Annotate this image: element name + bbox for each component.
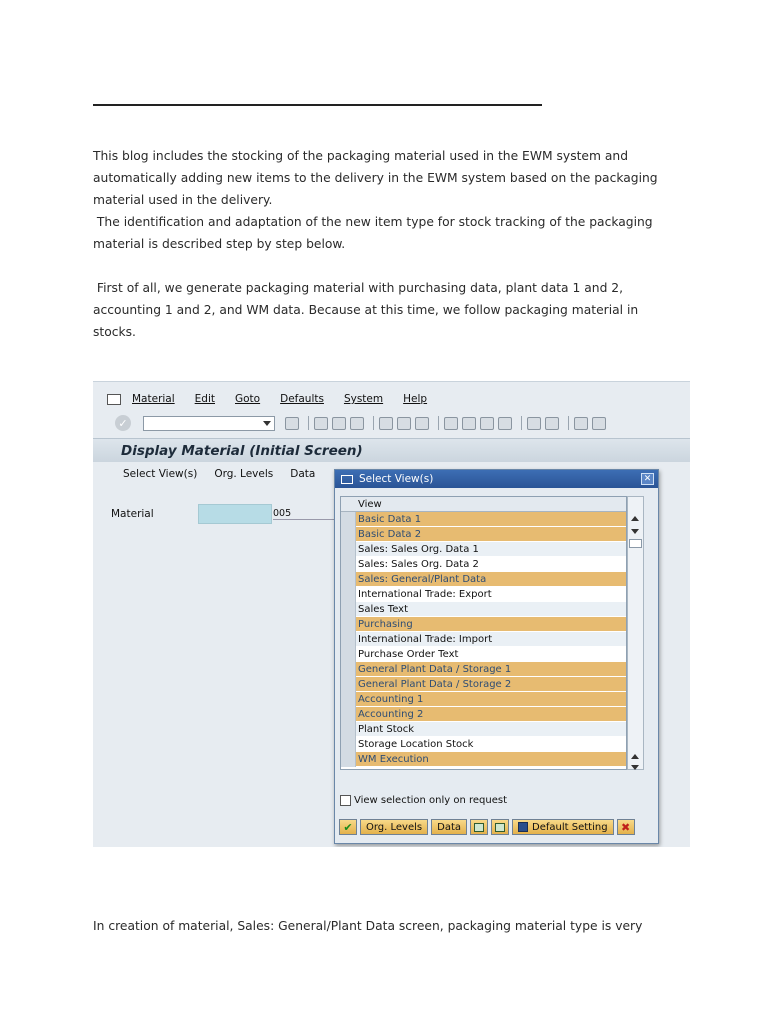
row-selector[interactable] (341, 542, 356, 557)
closing-paragraph (93, 915, 674, 937)
scroll-down-icon[interactable] (631, 765, 639, 770)
view-row-label: Purchase Order Text (358, 649, 459, 660)
data-dialog-button[interactable]: Data (431, 819, 467, 835)
views-rows (341, 512, 626, 767)
org-levels-button[interactable]: Org. Levels (214, 468, 274, 480)
find-next-icon[interactable] (415, 417, 429, 430)
row-selector[interactable] (341, 602, 356, 617)
previous-page-icon[interactable] (462, 417, 476, 430)
view-row-label: Purchasing (358, 619, 413, 630)
menu-system[interactable]: System (343, 393, 384, 405)
view-row-label: Accounting 2 (358, 709, 424, 720)
row-selector[interactable] (341, 512, 356, 527)
row-selector[interactable] (341, 737, 356, 752)
view-row[interactable] (341, 722, 626, 737)
only-on-request-option[interactable] (340, 795, 507, 806)
row-selector[interactable] (341, 527, 356, 542)
view-row-label: General Plant Data / Storage 1 (358, 664, 512, 675)
data-button[interactable]: Data (290, 468, 316, 480)
second-paragraph (93, 277, 674, 343)
save-icon[interactable] (285, 417, 299, 430)
text-line: stocks. (93, 325, 136, 339)
view-row[interactable] (341, 707, 626, 722)
view-row-label: Sales: General/Plant Data (358, 574, 487, 585)
layout-icon[interactable] (592, 417, 606, 430)
view-row[interactable] (341, 542, 626, 557)
sap-screenshot (93, 381, 690, 847)
shortcut-icon[interactable] (545, 417, 559, 430)
default-setting-button[interactable] (512, 819, 614, 835)
only-on-request-checkbox[interactable] (340, 795, 351, 806)
menu-material[interactable]: Material (132, 393, 175, 405)
view-row[interactable] (341, 737, 626, 752)
view-row-label: Sales: Sales Org. Data 1 (358, 544, 479, 555)
toolbar-separator (521, 416, 522, 430)
view-row-label: Storage Location Stock (358, 739, 474, 750)
views-scrollbar[interactable] (627, 496, 644, 770)
screen-titlebar (93, 438, 690, 462)
view-row-label: Basic Data 1 (358, 514, 422, 525)
row-selector[interactable] (341, 752, 356, 767)
row-selector[interactable] (341, 662, 356, 677)
select-views-dialog (334, 469, 659, 844)
command-field[interactable] (143, 416, 275, 431)
deselect-all-button[interactable] (491, 819, 509, 835)
row-selector[interactable] (341, 722, 356, 737)
header-rule (93, 104, 542, 106)
save-default-icon (518, 822, 528, 832)
sap-standard-toolbar (93, 412, 690, 434)
row-selector[interactable] (341, 617, 356, 632)
view-row[interactable] (341, 692, 626, 707)
cancel-icon[interactable] (350, 417, 364, 430)
view-row[interactable] (341, 557, 626, 572)
intro-paragraph (93, 145, 674, 255)
row-selector[interactable] (341, 557, 356, 572)
dialog-titlebar (335, 470, 658, 488)
last-page-icon[interactable] (498, 417, 512, 430)
view-row[interactable] (341, 602, 626, 617)
org-levels-dialog-button[interactable]: Org. Levels (360, 819, 428, 835)
menu-window-icon[interactable] (107, 394, 121, 405)
material-label: Material (111, 508, 154, 520)
view-row-label: Accounting 1 (358, 694, 424, 705)
toolbar-separator (308, 416, 309, 430)
view-row-label: Sales Text (358, 604, 409, 615)
dropdown-arrow-icon[interactable] (263, 421, 271, 426)
material-input[interactable] (198, 504, 272, 524)
toolbar-separator (438, 416, 439, 430)
enter-check-icon[interactable]: ✓ (115, 415, 131, 431)
menu-defaults[interactable]: Defaults (280, 393, 324, 405)
check-icon: ✔ (343, 820, 353, 834)
cancel-x-icon: ✖ (620, 820, 631, 834)
row-selector[interactable] (341, 587, 356, 602)
scroll-thumb[interactable] (629, 539, 642, 548)
select-all-button[interactable] (470, 819, 488, 835)
sap-menubar (93, 388, 690, 410)
view-row[interactable] (341, 632, 626, 647)
toolbar-separator (373, 416, 374, 430)
close-icon[interactable]: ✕ (641, 473, 654, 485)
first-page-icon[interactable] (444, 417, 458, 430)
menu-edit[interactable]: Edit (194, 393, 215, 405)
text-line: material is described step by step below. (93, 237, 346, 251)
scroll-down-icon[interactable] (631, 529, 639, 534)
view-row[interactable] (341, 662, 626, 677)
continue-button[interactable] (339, 819, 357, 835)
deselect-all-icon (495, 823, 505, 832)
select-views-button[interactable]: Select View(s) (123, 468, 198, 480)
row-selector[interactable] (341, 632, 356, 647)
view-row[interactable] (341, 617, 626, 632)
view-row-label: Sales: Sales Org. Data 2 (358, 559, 479, 570)
new-session-icon[interactable] (527, 417, 541, 430)
view-row[interactable] (341, 647, 626, 662)
back-icon[interactable] (314, 417, 328, 430)
help-icon[interactable] (574, 417, 588, 430)
find-icon[interactable] (397, 417, 411, 430)
dialog-title: Select View(s) (359, 473, 434, 485)
view-row-label: Plant Stock (358, 724, 415, 735)
toolbar-separator (568, 416, 569, 430)
view-row[interactable] (341, 512, 626, 527)
text-line: In creation of material, Sales: General/Plant Data screen, packaging material type is very (93, 919, 643, 933)
view-row[interactable] (341, 587, 626, 602)
text-line: accounting 1 and 2, and WM data. Because at this time, we follow packaging material in (93, 303, 639, 317)
menu-goto[interactable]: Goto (235, 393, 261, 405)
screen-title: Display Material (Initial Screen) (121, 442, 363, 459)
only-on-request-label: View selection only on request (354, 795, 508, 806)
row-selector[interactable] (341, 572, 356, 587)
row-selector[interactable] (341, 677, 356, 692)
view-row-label: WM Execution (358, 754, 429, 765)
print-icon[interactable] (379, 417, 393, 430)
row-selector[interactable] (341, 647, 356, 662)
view-row-label: Basic Data 2 (358, 529, 422, 540)
material-input-value[interactable]: 005 (273, 508, 343, 520)
views-list (340, 496, 627, 770)
view-row[interactable] (341, 677, 626, 692)
view-row-label: International Trade: Export (358, 589, 492, 600)
row-selector[interactable] (341, 707, 356, 722)
scroll-up-icon[interactable] (631, 754, 639, 759)
exit-icon[interactable] (332, 417, 346, 430)
text-line: material used in the delivery. (93, 193, 273, 207)
text-line: First of all, we generate packaging material with purchasing data, plant data 1 and 2, (93, 281, 624, 295)
select-all-icon (474, 823, 484, 832)
scroll-up-icon[interactable] (631, 516, 639, 521)
dialog-buttons (339, 818, 638, 836)
cancel-dialog-button[interactable] (617, 819, 635, 835)
text-line: This blog includes the stocking of the packaging material used in the EWM system and (93, 149, 629, 163)
view-row[interactable] (341, 572, 626, 587)
view-row-label: General Plant Data / Storage 2 (358, 679, 512, 690)
view-row[interactable] (341, 527, 626, 542)
menu-help[interactable]: Help (403, 393, 428, 405)
default-setting-label: Default Setting (532, 821, 608, 833)
dialog-window-icon (341, 475, 353, 484)
next-page-icon[interactable] (480, 417, 494, 430)
view-column-header[interactable]: View (341, 497, 626, 512)
row-selector[interactable] (341, 692, 356, 707)
view-row[interactable] (341, 752, 626, 767)
text-line: The identification and adaptation of the new item type for stock tracking of the packaging (93, 215, 653, 229)
view-row-label: International Trade: Import (358, 634, 493, 645)
text-line: automatically adding new items to the delivery in the EWM system based on the packaging (93, 171, 658, 185)
